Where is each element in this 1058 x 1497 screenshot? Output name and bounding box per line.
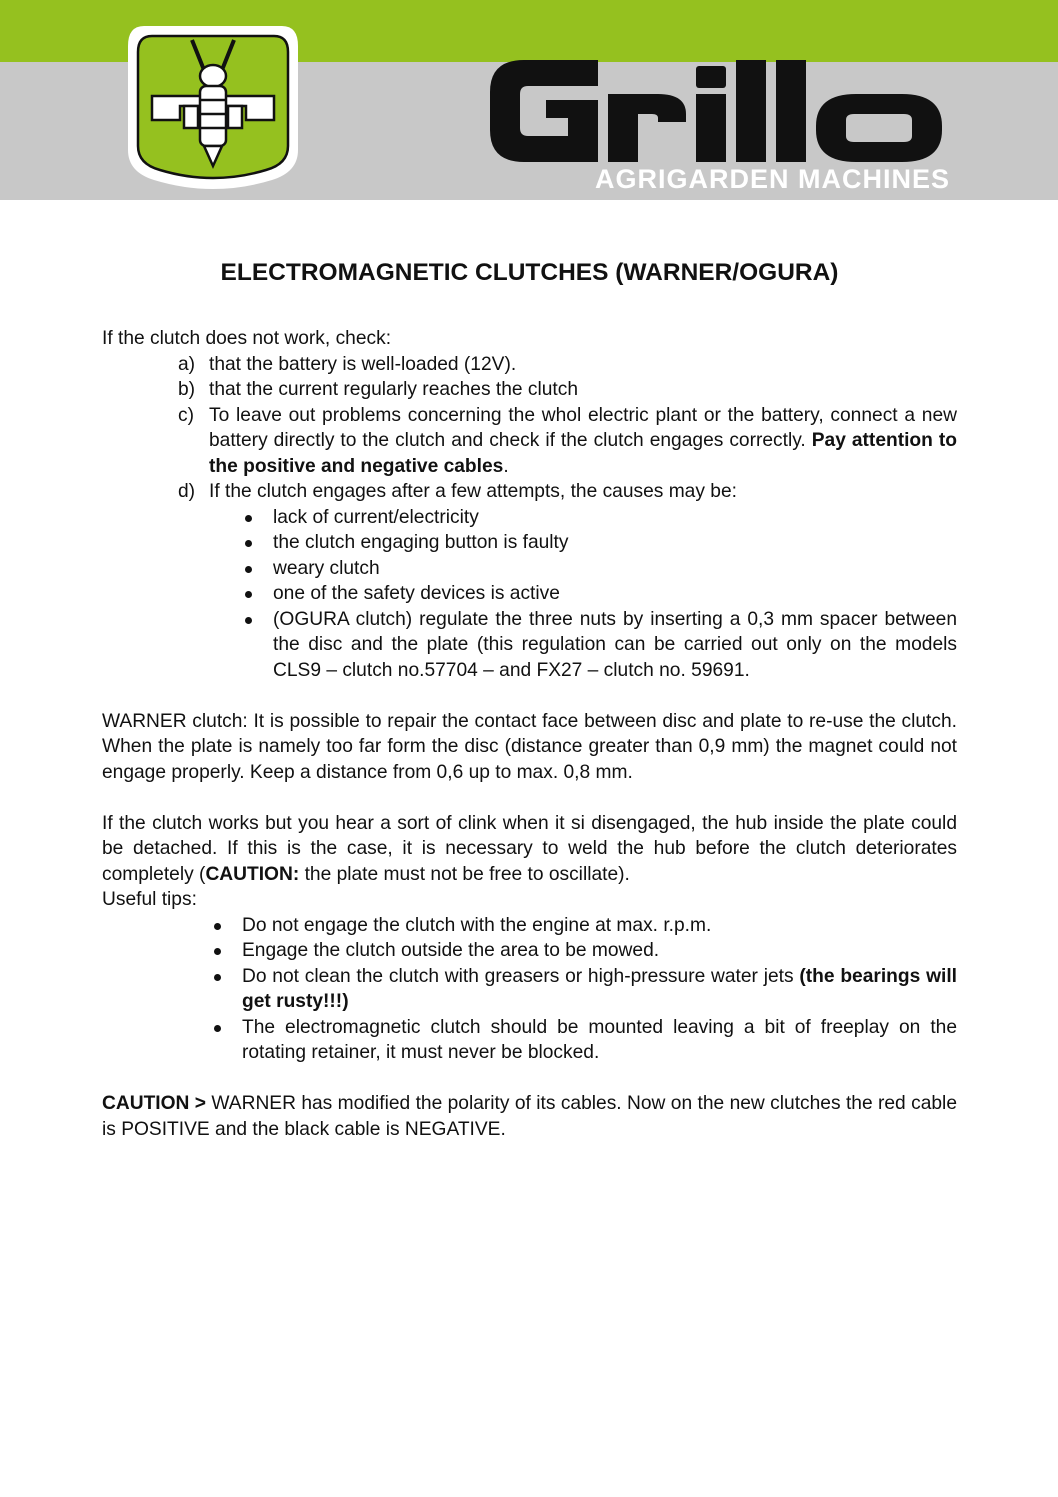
cricket-emblem-logo (122, 20, 304, 192)
tip-item (210, 964, 957, 1015)
cause-item: lack of current/electricity (242, 505, 957, 531)
tip-text: Do not clean the clutch with greasers or high-pressure water jets (242, 965, 800, 987)
emphasis-text: Pay attention to the positive and negative cables (209, 430, 957, 477)
clink-text: If the clutch works but you hear a sort of clink when it si disengaged, the hub inside the plate could be detached. If this is the case, it is necessary to weld the hub before the clutch deteriorates completely ( (102, 812, 957, 885)
tip-item (210, 913, 957, 939)
causes-list (209, 505, 957, 684)
list-item (178, 377, 957, 403)
tip-emphasis: (the bearings will get rusty!!!) (242, 965, 957, 1012)
grillo-wordmark (490, 56, 1000, 168)
tip-item (210, 1015, 957, 1066)
list-item (178, 403, 957, 480)
tip-text: Engage the clutch outside the area to be mowed. (242, 940, 660, 961)
caution-paragraph (102, 1091, 957, 1142)
cause-item: (OGURA clutch) regulate the three nuts by inserting a 0,3 mm spacer between the disc and the plate (this regulation can be carried out only on the models CLS9 – clutch no.57704 – and FX27 – clutch no. 59691. (242, 607, 957, 684)
list-marker: c) (178, 404, 194, 426)
list-item-text: that the battery is well-loaded (12V). (209, 353, 517, 375)
list-item-text: If the clutch engages after a few attempts, the causes may be: (209, 481, 737, 502)
list-item (178, 479, 957, 683)
list-item-tail: . (503, 455, 509, 477)
tips-list (102, 913, 957, 1066)
list-item-text: that the current regularly reaches the clutch (209, 379, 579, 400)
clink-paragraph (102, 811, 957, 888)
cause-item: one of the safety devices is active (242, 581, 957, 607)
cause-item: the clutch engaging button is faulty (242, 530, 957, 556)
cause-item: weary clutch (242, 556, 957, 582)
caution-label: CAUTION > (102, 1093, 206, 1114)
list-marker: b) (178, 379, 196, 400)
caution-label: CAUTION: (205, 863, 300, 885)
caution-text: WARNER has modified the polarity of its cables. Now on the new clutches the red cable is POSITIVE and the black cable is NEGATIVE. (102, 1093, 957, 1140)
list-marker: d) (178, 481, 196, 502)
tip-item (210, 938, 957, 964)
list-item (178, 352, 957, 378)
page-title: ELECTROMAGNETIC CLUTCHES (WARNER/OGURA) (220, 259, 839, 286)
brand-header (0, 0, 1058, 200)
tip-text: The electromagnetic clutch should be mounted leaving a bit of freeplay on the rotating retainer, it must never be blocked. (242, 1016, 957, 1063)
tip-text: Do not engage the clutch with the engine at max. r.p.m. (242, 914, 712, 936)
check-list (102, 352, 957, 684)
intro-text: If the clutch does not work, check: (102, 328, 392, 349)
clink-text-end: the plate must not be free to oscillate). (299, 863, 630, 885)
document-body (102, 250, 957, 1142)
list-marker: a) (178, 353, 196, 375)
brand-tagline: AGRIGARDEN MACHINES (594, 164, 950, 194)
list-item-text: To leave out problems concerning the whol electric plant or the battery, connect a new battery directly to the clutch and check if the clutch engages correctly. (209, 404, 957, 451)
warner-paragraph: WARNER clutch: It is possible to repair the contact face between disc and plate to re-use the clutch. When the plate is namely too far form the disc (distance greater than 0,9 mm) the magnet could not engage properly. Keep a distance from 0,6 up to max. 0,8 mm. (102, 710, 957, 783)
tips-label: Useful tips: (102, 889, 197, 910)
